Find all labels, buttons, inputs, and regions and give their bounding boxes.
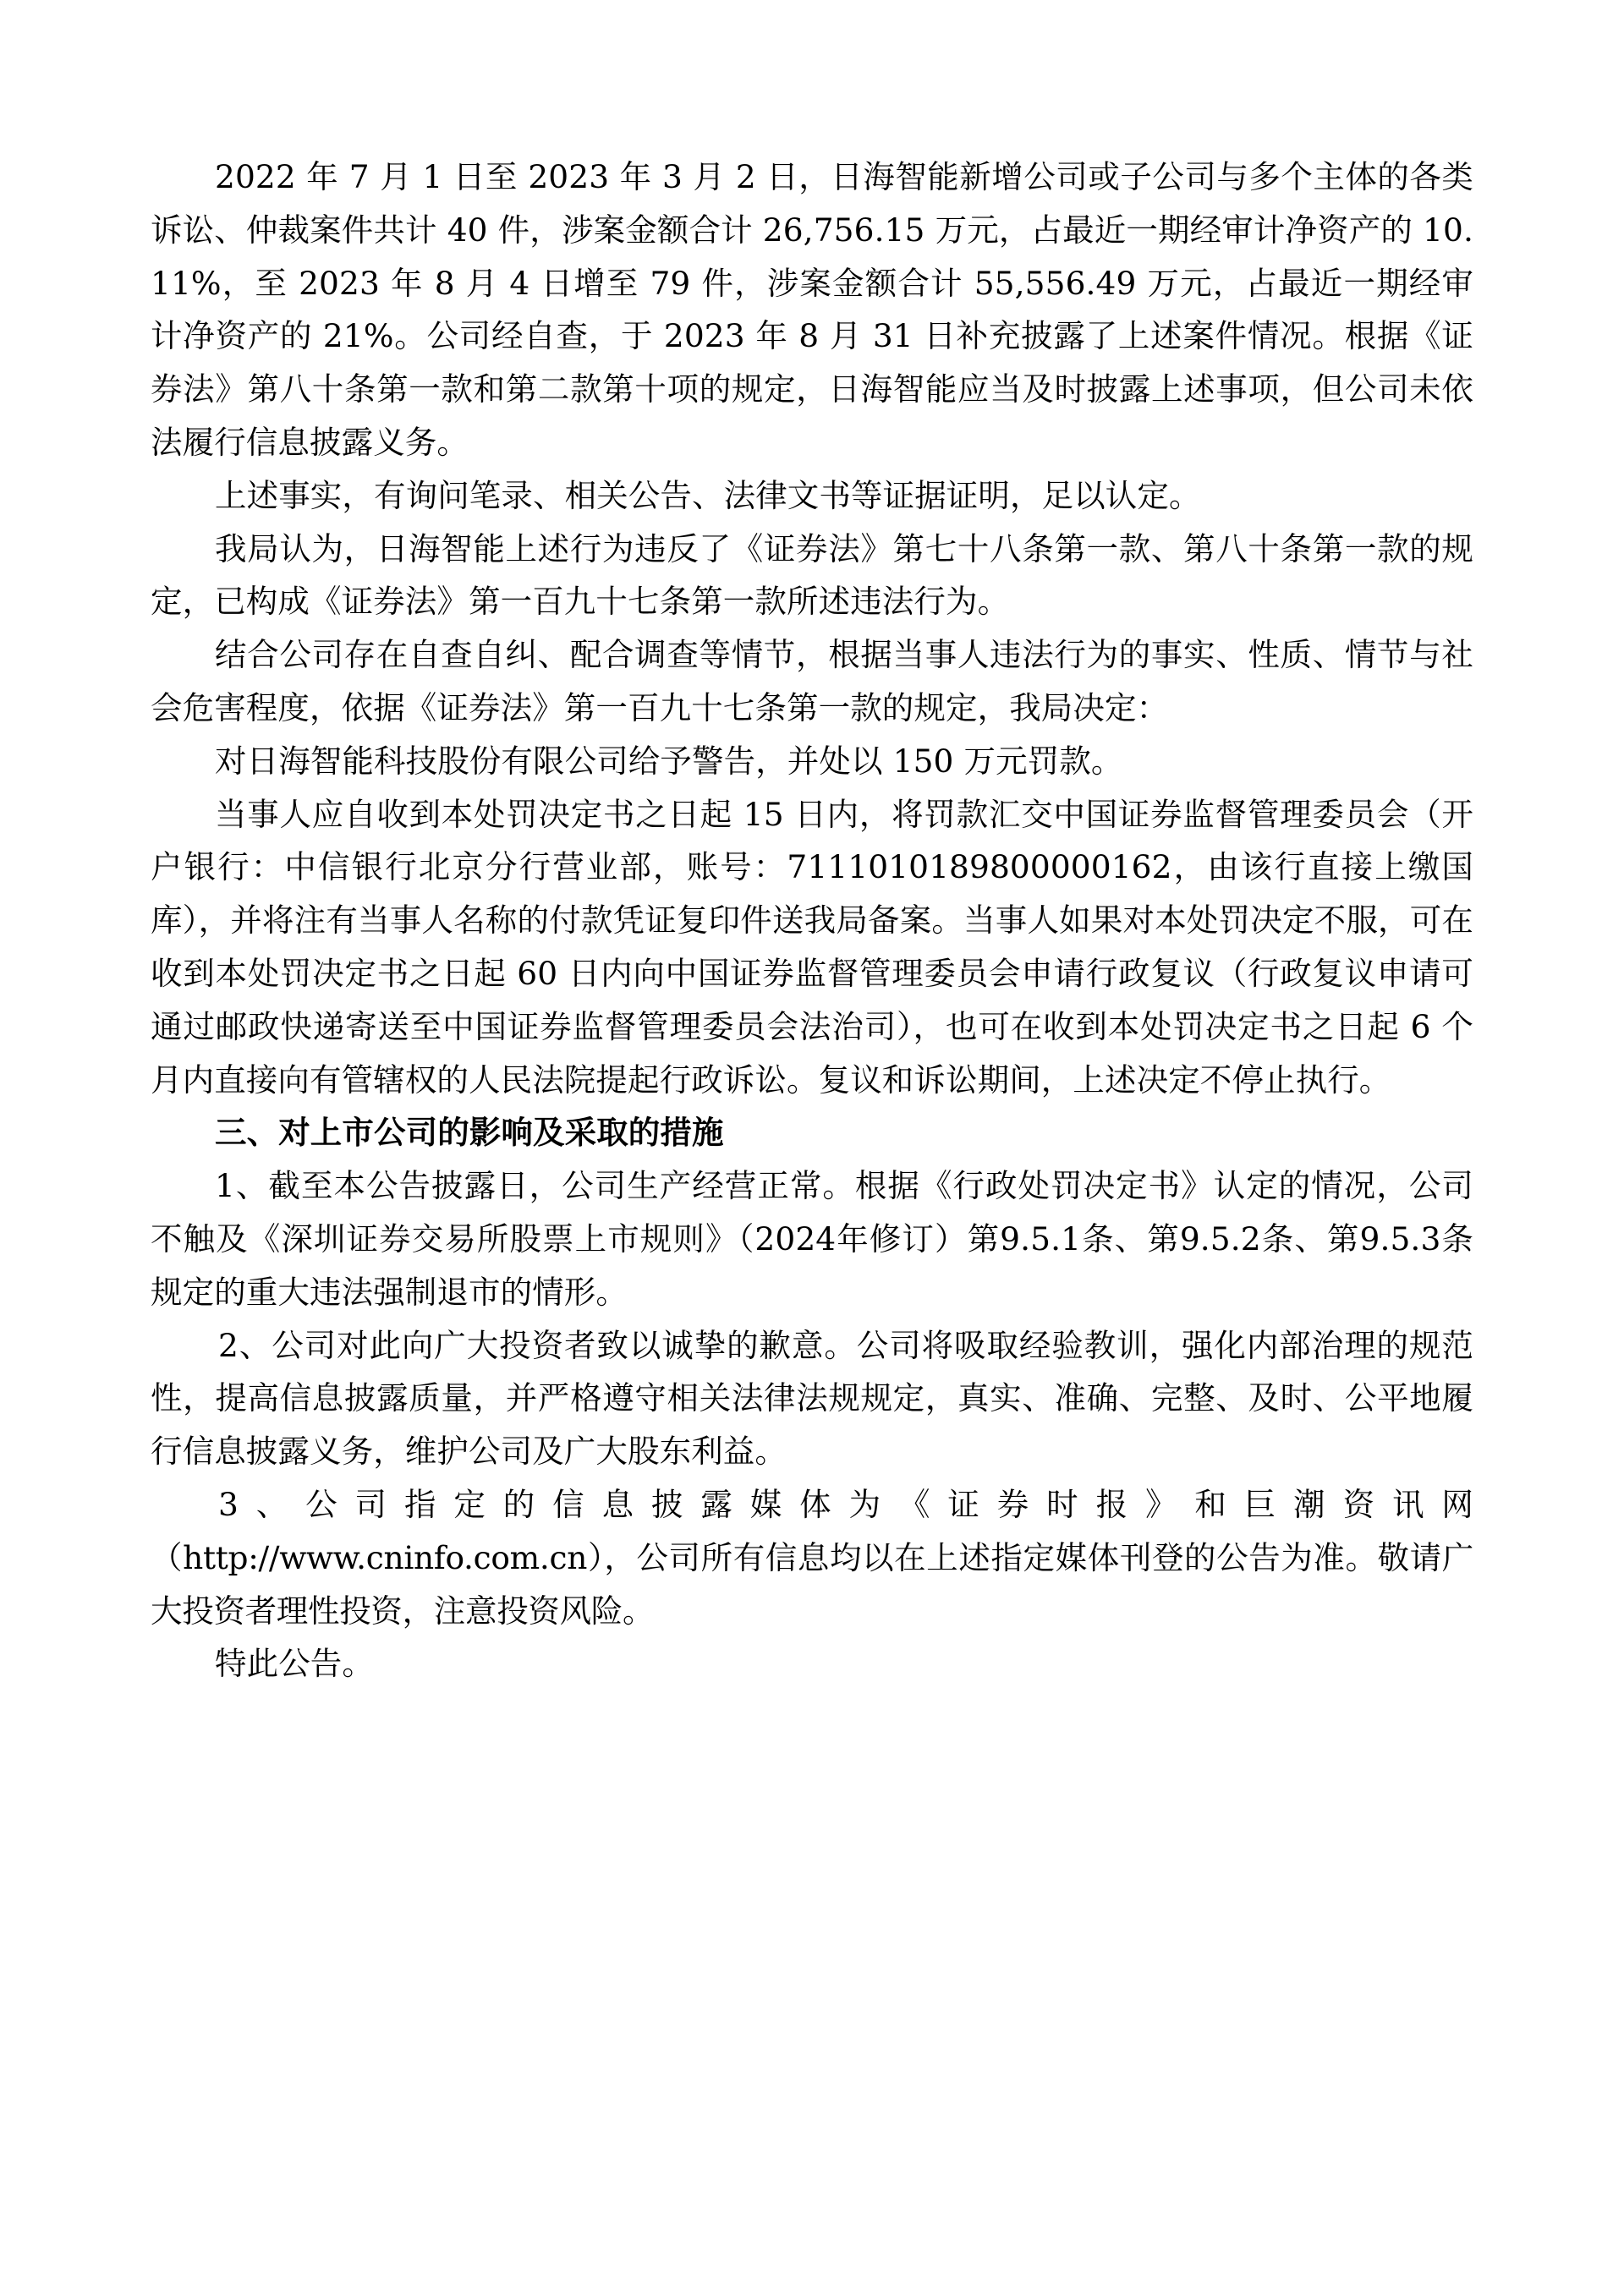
paragraph-penalty: 对日海智能科技股份有限公司给予警告，并处以 150 万元罚款。 — [215, 742, 1123, 780]
section-heading-impact-and-measures: 三、对上市公司的影响及采取的措施 — [215, 1114, 724, 1152]
paragraph-violation-finding: 我局认为，日海智能上述行为违反了《证券法》第七十八条第一款、第八十条第一款的规定，已构成《证券法》第一百九十七条第一款所述违法行为。 — [151, 529, 1473, 621]
paragraph-facts-established: 上述事实，有询问笔录、相关公告、法律文书等证据证明，足以认定。 — [215, 476, 1201, 514]
paragraph-decision-basis: 结合公司存在自查自纠、配合调查等情节，根据当事人违法行为的事实、性质、情节与社会危害程度，依据《证券法》第一百九十七条第一款的规定，我局决定： — [151, 636, 1473, 726]
paragraph-item-2-apology: 2、公司对此向广大投资者致以诚挚的歉意。公司将吸取经验教训，强化内部治理的规范性，提高信息披露质量，并严格遵守相关法律法规规定，真实、准确、完整、及时、公平地履行信息披露义务，维护公司及广大股东利益。 — [151, 1326, 1473, 1471]
paragraph-closing-notice: 特此公告。 — [215, 1645, 374, 1683]
document-body — [151, 151, 1473, 1690]
paragraph-case-summary: 2022 年 7 月 1 日至 2023 年 3 月 2 日，日海智能新增公司或子公司与多个主体的各类诉讼、仲裁案件共计 40 件，涉案金额合计 26,756.15 万元，占最近一期经审计净资产的 10.11%，至 2023 年 8 月 4 日增至 79 件，涉案金额合计 55,556.49 万元，占最近一期经审计净资产的 21%。公司经自查，于 2023 年 8 月 31 日补充披露了上述案件情况。根据《证券法》第八十条第一款和第二款第十项的规定，日海智能应当及时披露上述事项，但公司未依法履行信息披露义务。 — [151, 158, 1473, 461]
paragraph-item-3-media-line1: 3、公司指定的信息披露媒体为《证券时报》和巨潮资讯网 — [218, 1485, 1473, 1523]
paragraph-payment-and-appeal: 当事人应自收到本处罚决定书之日起 15 日内，将罚款汇交中国证券监督管理委员会（开户银行：中信银行北京分行营业部，账号：7111010189800000162，由该行直接上缴国库），并将注有当事人名称的付款凭证复印件送我局备案。当事人如果对本处罚决定不服，可在收到本处罚决定书之日起 60 日内向中国证券监督管理委员会申请行政复议（行政复议申请可通过邮政快递寄送至中国证券监督管理委员会法治司），也可在收到本处罚决定书之日起 6 个月内直接向有管辖权的人民法院提起行政诉讼。复议和诉讼期间，上述决定不停止执行。 — [151, 795, 1473, 1099]
paragraph-item-1-delisting: 1、截至本公告披露日，公司生产经营正常。根据《行政处罚决定书》认定的情况，公司不触及《深圳证券交易所股票上市规则》（2024年修订）第9.5.1条、第9.5.2条、第9.5.3条规定的重大违法强制退市的情形。 — [151, 1167, 1473, 1311]
paragraph-item-3-media-line2: （http://www.cninfo.com.cn），公司所有信息均以在上述指定媒体刊登的公告为准。敬请广大投资者理性投资，注意投资风险。 — [151, 1538, 1473, 1630]
